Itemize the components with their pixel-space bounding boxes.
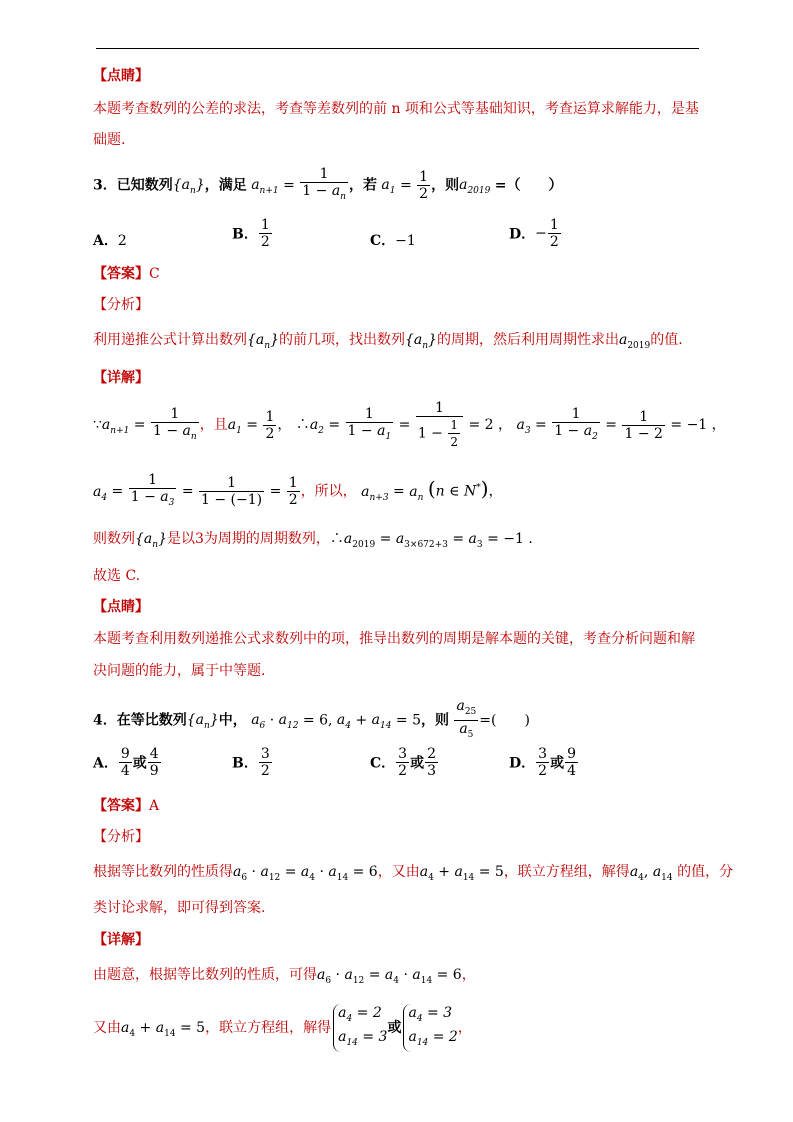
q3-final: 故选 C. — [93, 568, 141, 584]
q3-detail-conclusion: 则数列$\{a_n\}$是以3为周期的周期数列，$\therefore a_{2019} = a_{3\times 672+3} = a_3 = -1$ . — [93, 531, 533, 550]
q4-detail-line1: 由题意，根据等比数列的性质，可得$a_6 \cdot a_{12} = a_4 \cdot a_{14} = 6$， — [93, 967, 476, 986]
q4-detail-title: 【详解】 — [93, 932, 149, 948]
q3-detail-line1: $\because a_{n+1}$ = $\frac{1}{1 - a_n}$ ，且$a_1$ = $\frac{1}{2}$ ， $\therefore a_2$ = $\frac{1}{1 - a_1}$ = 1 1 − $\frac{1}{2}$ = 2 ， $a_3$ = $\frac{1}{1 - a_2}$ = $\frac{1}{1 - 2}$ = −1 ， — [93, 400, 726, 449]
q3-number: 3．已知数列 — [93, 177, 173, 194]
q4-analysis-line1: 根据等比数列的性质得$a_6 \cdot a_{12} = a_4 \cdot a_{14} = 6$，又由$a_4 + a_{14} = 5$，联立方程组，解得$a_4$, $a_{14}$ 的值，分 — [93, 864, 734, 883]
q3-option-c: C．−1 — [370, 233, 416, 249]
q4-stem: 4．在等比数列$\{a_n\}$中， $a_6 \cdot a_{12} = 6$, $a_4 + a_{14} = 5$，则 $\frac{a_{25}}{a_5}$ =( ) — [93, 698, 530, 740]
q3-detail-title: 【详解】 — [93, 370, 149, 386]
sec1-line1: 本题考查数列的公差的求法，考查等差数列的前 n 项和公式等基础知识，考查运算求解能力，是基 — [93, 101, 699, 117]
q4-option-a: A． $\frac{9}{4}$ 或 $\frac{4}{9}$ — [93, 746, 159, 779]
q4-analysis-line2: 类讨论求解，即可得到答案. — [93, 900, 266, 916]
q4-answer: 【答案】A — [93, 798, 160, 814]
q3-answer: 【答案】C — [93, 266, 160, 282]
q3-option-d: D．− $\frac{1}{2}$ — [509, 217, 559, 250]
q4-detail-line2: 又由$a_4 + a_{14} = 5$，联立方程组，解得$a_4 = 2$ $a_{14} = 3$或$a_4 = 3$ $a_{14} = 2$， — [93, 1004, 472, 1056]
header-rule — [96, 48, 699, 49]
q4-number: 4．在等比数列 — [93, 712, 187, 729]
q3-analysis-title: 【分析】 — [93, 297, 149, 313]
q3-comment-line1: 本题考查利用数列递推公式求数列中的项，推导出数列的周期是解本题的关键，考查分析问题和解 — [93, 631, 695, 647]
q3-detail-line2: $a_4$ = $\frac{1}{1 - a_3}$ = $\frac{1}{1 - (-1)}$ = $\frac{1}{2}$ ，所以， $a_{n+3} = a_n$ (n ∈ N*)， — [93, 472, 503, 509]
q3-option-a: A．2 — [93, 233, 127, 249]
q3-analysis: 利用递推公式计算出数列$\{a_n\}$的前几项，找出数列$\{a_n\}$的周期，然后利用周期性求出$a_{2019}$的值. — [93, 332, 683, 351]
q3-option-b: B． $\frac{1}{2}$ — [232, 217, 270, 250]
q3-stem: 3．已知数列$\{a_n\}$，满足 $a_{n+1}$ = $\frac{1}{1 - a_n}$ ，若 $a_1$ = $\frac{1}{2}$ ，则$a_{2019}$ =（ ） — [93, 166, 563, 202]
q4-option-d: D． $\frac{3}{2}$ 或 $\frac{9}{4}$ — [509, 746, 576, 779]
sec1-line2: 础题. — [93, 132, 126, 148]
q3-comment-line2: 决问题的能力，属于中等题. — [93, 663, 266, 679]
q4-analysis-title: 【分析】 — [93, 829, 149, 845]
q3-comment-title: 【点睛】 — [93, 599, 149, 615]
sec1-title: 【点睛】 — [93, 68, 149, 84]
q4-option-b: B． $\frac{3}{2}$ — [232, 746, 270, 779]
q4-option-c: C． $\frac{3}{2}$ 或 $\frac{2}{3}$ — [370, 746, 436, 779]
